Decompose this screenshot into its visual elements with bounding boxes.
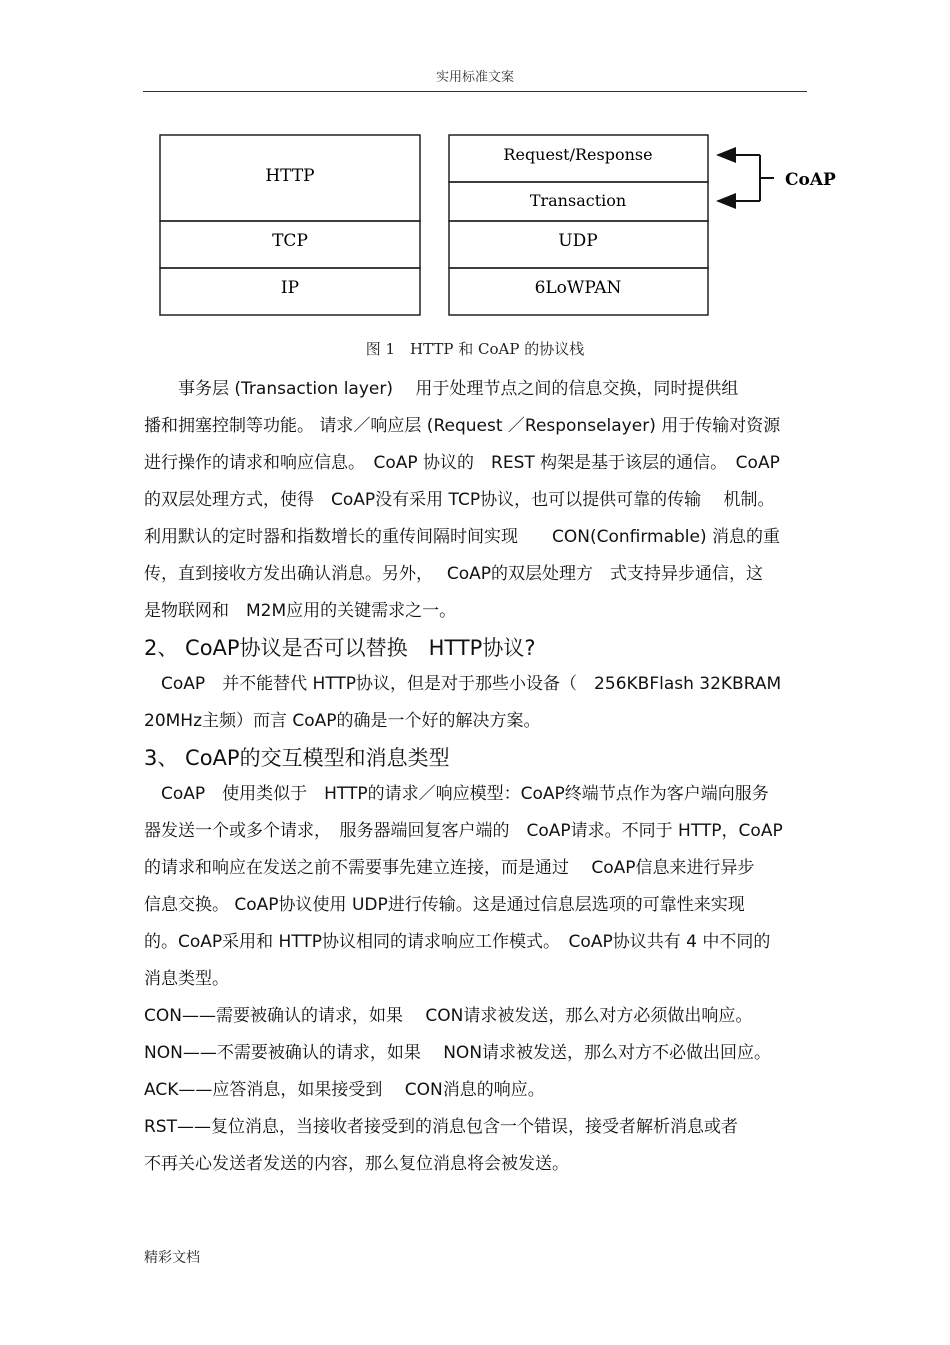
http-layer-label: HTTP (265, 166, 315, 186)
transaction-layer-label: Transaction (529, 191, 627, 210)
page-footer-label: 精彩文档 (144, 1250, 200, 1266)
text-line: 20MHz主频）而言 CoAP的确是一个好的解决方案。 (144, 711, 541, 731)
text-line: 是物联网和 M2M应用的关键需求之一。 (144, 601, 457, 621)
paragraph-coap-vs-http (144, 666, 809, 740)
tcp-layer-label: TCP (272, 231, 308, 251)
text-line: 的双层处理方式，使得 CoAP没有采用 TCP协议，也可以提供可靠的传输 机制。 (144, 490, 775, 510)
coap-bracket (718, 155, 836, 201)
text-line: 信息交换。 CoAP协议使用 UDP进行传输。这是通过信息层选项的可靠性来实现 (144, 895, 745, 915)
document-body (144, 371, 809, 1183)
text-line: CoAP 并不能替代 HTTP协议，但是对于那些小设备（ 256KBFlash 32KBRAM (144, 674, 782, 694)
message-type-con: CON——需要被确认的请求，如果 CON请求被发送，那么对方必须做出响应。 (144, 1006, 753, 1026)
udp-layer-label: UDP (558, 231, 598, 251)
text-line: 利用默认的定时器和指数增长的重传间隔时间实现 CON(Confirmable) 消息的重 (144, 527, 781, 547)
text-line: 传，直到接收方发出确认消息。另外， CoAP的双层处理方 式支持异步通信，这 (144, 564, 764, 584)
message-type-rst: RST——复位消息，当接收者接受到的消息包含一个错误，接受者解析消息或者 (144, 1117, 738, 1137)
text-line: 事务层 (Transaction layer) 用于处理节点之间的信息交换，同时提供组 (144, 379, 739, 399)
paragraph-transaction-layer (144, 371, 809, 630)
message-type-non: NON——不需要被确认的请求，如果 NON请求被发送，那么对方不必做出回应。 (144, 1043, 772, 1063)
6lowpan-layer-label: 6LoWPAN (534, 278, 622, 298)
page-header-title: 实用标准文案 (435, 70, 514, 85)
paragraph-interaction-model (144, 776, 809, 998)
http-stack (160, 135, 420, 315)
ip-layer-label: IP (280, 278, 300, 298)
request-response-layer-label: Request/Response (503, 145, 653, 164)
message-type-rst-continued: 不再关心发送者发送的内容，那么复位消息将会被发送。 (144, 1154, 569, 1174)
text-line: CoAP 使用类似于 HTTP的请求／响应模型：CoAP终端节点作为客户端向服务 (144, 784, 769, 804)
text-line: 进行操作的请求和响应信息。 CoAP 协议的 REST 构架是基于该层的通信。 CoAP (144, 453, 780, 473)
coap-stack (449, 135, 708, 315)
section-heading-2: 2、 CoAP协议是否可以替换 HTTP协议? (144, 636, 536, 660)
text-line: 的。CoAP采用和 HTTP协议相同的请求响应工作模式。 CoAP协议共有 4 中不同的 (144, 932, 771, 952)
text-line: 器发送一个或多个请求， 服务器端回复客户端的 CoAP请求。不同于 HTTP，CoAP (144, 821, 783, 841)
text-line: 消息类型。 (144, 969, 229, 989)
section-heading-3: 3、 CoAP的交互模型和消息类型 (144, 746, 450, 770)
coap-label: CoAP (785, 170, 836, 190)
message-type-list (144, 998, 809, 1183)
protocol-stack-figure (0, 0, 950, 370)
text-line: 播和拥塞控制等功能。 请求／响应层 (Request ／Responselayer) 用于传输对资源 (144, 416, 781, 436)
message-type-ack: ACK——应答消息，如果接受到 CON消息的响应。 (144, 1080, 545, 1100)
text-line: 的请求和响应在发送之前不需要事先建立连接，而是通过 CoAP信息来进行异步 (144, 858, 755, 878)
figure-caption: 图 1 HTTP 和 CoAP 的协议栈 (365, 340, 585, 358)
